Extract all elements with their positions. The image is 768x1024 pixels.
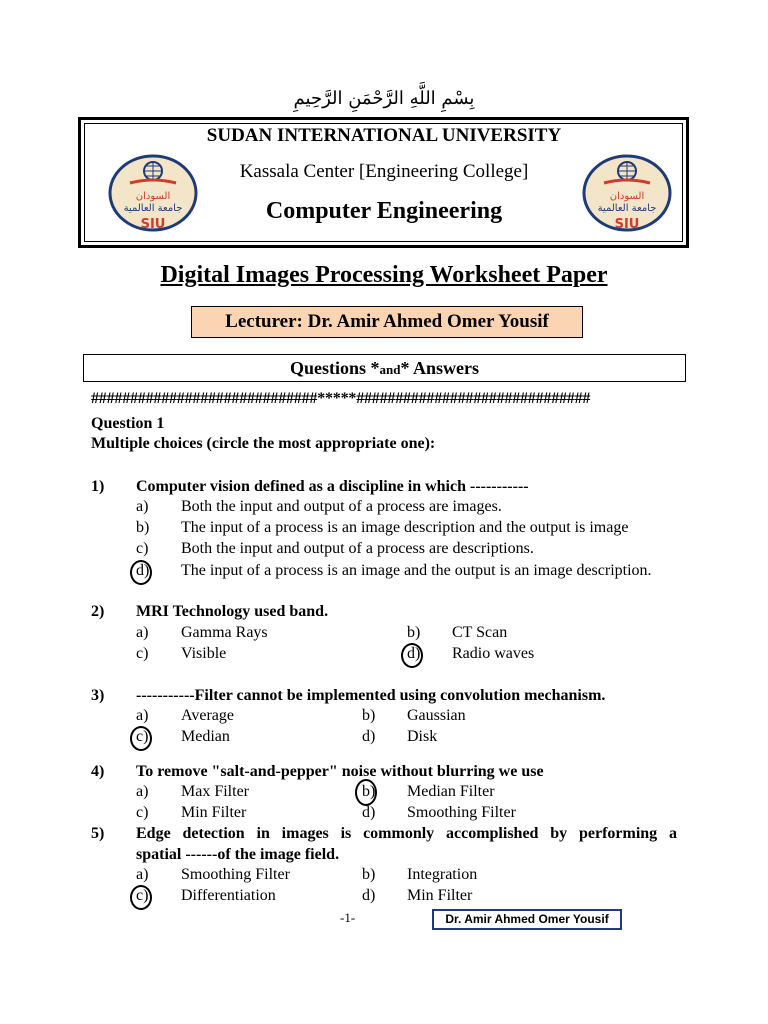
option-letter: c) [136,540,149,557]
option-text: CT Scan [452,624,508,641]
option-text: Min Filter [181,804,247,821]
svg-text:جامعة العالمية: جامعة العالمية [123,203,183,214]
question-number: 5) [91,825,105,842]
option-text: Gaussian [407,707,466,724]
option-letter: c) [136,645,149,662]
svg-text:SIU: SIU [140,217,166,232]
option-text: Disk [407,728,438,745]
footer-author-box: Dr. Amir Ahmed Omer Yousif [432,909,622,930]
option-letter: d) [136,562,150,579]
option-text: Median Filter [407,783,495,800]
option-letter: b) [407,624,421,641]
option-letter: a) [136,707,149,724]
option-letter: c) [136,804,149,821]
option-text: Radio waves [452,645,535,662]
option-text: Visible [181,645,227,662]
question-text: -----------Filter cannot be implemented using convolution mechanism. [136,687,606,704]
option-letter: d) [362,728,376,745]
page-number: -1- [340,910,356,925]
question-text: To remove "salt-and-pepper" noise without blurring we use [136,763,544,780]
option-text: Max Filter [181,783,249,800]
separator-hashes: #############################*****############################## [91,390,591,407]
lecturer-box: Lecturer: Dr. Amir Ahmed Omer Yousif [191,306,583,338]
answer-circle [401,643,423,668]
option-text: Min Filter [407,887,473,904]
option-letter: d) [362,804,376,821]
answer-circle [130,726,152,751]
question-1-instructions: Multiple choices (circle the most appropriate one): [91,435,436,452]
svg-text:السودان: السودان [609,191,645,202]
option-text: Both the input and output of a process are images. [181,498,502,515]
qa-heading: Questions *and* Answers [83,354,686,382]
basmala-text: بِسْمِ اللَّهِ الرَّحْمَنِ الرَّحِيمِ [293,88,475,109]
answer-circle [130,885,152,910]
svg-text:جامعة العالمية: جامعة العالمية [597,203,657,214]
question-text: spatial ------of the image field. [136,846,340,863]
department-name: Computer Engineering [265,198,503,224]
option-text: Integration [407,866,478,883]
university-name: SUDAN INTERNATIONAL UNIVERSITY [206,125,562,146]
answer-circle [355,779,377,806]
option-letter: d) [362,887,376,904]
option-text: Average [181,707,234,724]
option-text: Gamma Rays [181,624,268,641]
option-text: Smoothing Filter [407,804,516,821]
question-number: 3) [91,687,105,704]
svg-text:SIU: SIU [614,217,640,232]
document-title: Digital Images Processing Worksheet Paper [160,262,608,288]
option-letter: d) [407,645,421,662]
option-letter: a) [136,866,149,883]
center-name: Kassala Center [Engineering College] [239,161,529,182]
question-number: 1) [91,478,105,495]
option-letter: c) [136,728,149,745]
option-text: Both the input and output of a process are descriptions. [181,540,534,557]
option-text: Differentiation [181,887,276,904]
question-text: Computer vision defined as a discipline in which ----------- [136,478,529,495]
question-text: MRI Technology used band. [136,603,329,620]
option-letter: c) [136,887,149,904]
option-letter: b) [362,783,376,800]
option-letter: b) [362,866,376,883]
option-letter: b) [362,707,376,724]
option-letter: b) [136,519,150,536]
option-text: Median [181,728,230,745]
question-1-title: Question 1 [91,415,165,432]
question-number: 4) [91,763,105,780]
option-text: The input of a process is an image description and the output is image [181,519,629,536]
option-text: The input of a process is an image and the output is an image description. [181,562,652,579]
answer-circle [130,560,152,585]
option-letter: a) [136,624,149,641]
option-letter: a) [136,783,149,800]
svg-text:السودان: السودان [135,191,171,202]
option-letter: a) [136,498,149,515]
question-number: 2) [91,603,105,620]
question-text: Edge detection in images is commonly accomplished by performing a [136,825,677,842]
option-text: Smoothing Filter [181,866,290,883]
